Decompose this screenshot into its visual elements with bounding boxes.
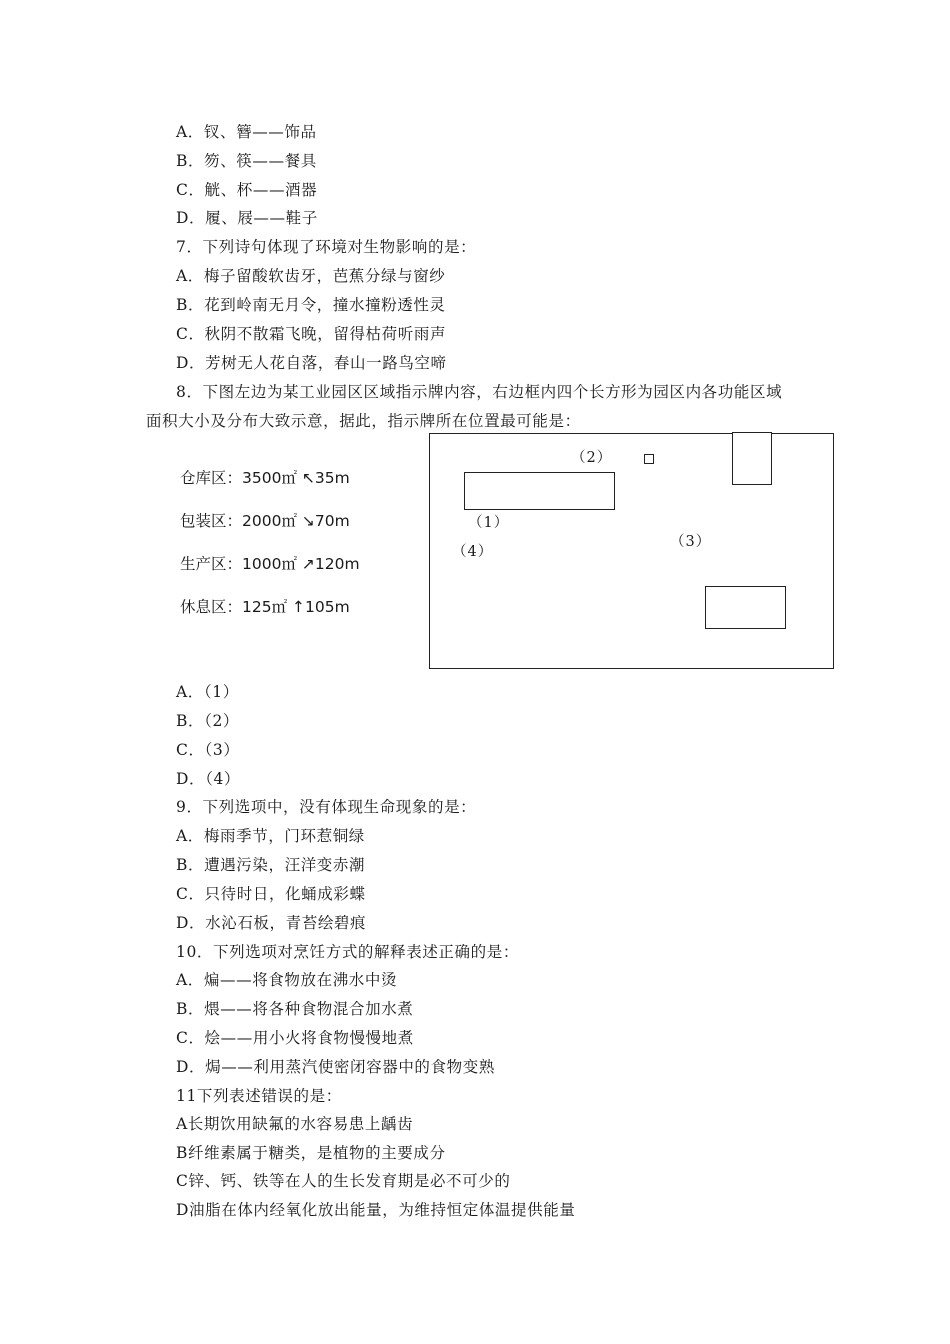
sign-warehouse: 仓库区：3500㎡ ↖35m bbox=[180, 469, 350, 487]
q9-option-d: D．水沁石板，青苔绘碧痕 bbox=[176, 914, 367, 932]
q9-option-b: B．遭遇污染，汪洋变赤潮 bbox=[176, 856, 366, 874]
q6-option-b: B．笏、筷——餐具 bbox=[176, 152, 317, 170]
q10-option-a: A．煸——将食物放在沸水中烫 bbox=[176, 971, 398, 989]
q10-option-c: C．烩——用小火将食物慢慢地煮 bbox=[176, 1029, 414, 1047]
q9-option-a: A．梅雨季节，门环惹铜绿 bbox=[176, 827, 365, 845]
map-label-1: （1） bbox=[468, 515, 510, 531]
q7-option-d: D．芳树无人花自落，春山一路鸟空啼 bbox=[176, 354, 447, 372]
map-label-4: （4） bbox=[452, 544, 494, 560]
q10-option-d: D．焗——利用蒸汽使密闭容器中的食物变熟 bbox=[176, 1058, 495, 1076]
q11-option-b: B纤维素属于糖类，是植物的主要成分 bbox=[176, 1144, 446, 1162]
q7-stem: 7．下列诗句体现了环境对生物影响的是： bbox=[176, 238, 477, 256]
q10-stem: 10．下列选项对烹饪方式的解释表述正确的是： bbox=[176, 943, 519, 961]
q7-option-a: A．梅子留酸软齿牙，芭蕉分绿与窗纱 bbox=[176, 267, 446, 285]
q8-option-b: B．（2） bbox=[176, 712, 240, 730]
q8-option-a: A．（1） bbox=[176, 683, 239, 701]
map-label-3: （3） bbox=[670, 534, 712, 550]
q10-option-b: B．煨——将各种食物混合加水煮 bbox=[176, 1000, 414, 1018]
q11-option-d: D油脂在体内经氧化放出能量，为维持恒定体温提供能量 bbox=[176, 1201, 576, 1219]
small-square-marker bbox=[644, 454, 654, 464]
q11-option-a: A长期饮用缺氟的水容易患上龋齿 bbox=[176, 1115, 414, 1133]
park-map bbox=[429, 433, 834, 669]
q9-option-c: C．只待时日，化蛹成彩蝶 bbox=[176, 885, 366, 903]
area-rect-medium bbox=[705, 586, 786, 629]
q11-stem: 11下列表述错误的是： bbox=[176, 1087, 342, 1105]
sign-production: 生产区：1000㎡ ↗120m bbox=[180, 555, 360, 573]
q8-stem-line2: 面积大小及分布大致示意，据此，指示牌所在位置最可能是： bbox=[146, 412, 581, 430]
q6-option-c: C．觥、杯——酒器 bbox=[176, 181, 318, 199]
q11-option-c: C锌、钙、铁等在人的生长发育期是必不可少的 bbox=[176, 1172, 511, 1190]
area-rect-tall bbox=[732, 432, 772, 485]
q6-option-d: D．履、屐——鞋子 bbox=[176, 209, 318, 227]
sign-rest: 休息区：125㎡ ↑105m bbox=[180, 598, 350, 616]
map-label-2: （2） bbox=[571, 450, 613, 466]
q8-stem-line1: 8．下图左边为某工业园区区域指示牌内容，右边框内四个长方形为园区内各功能区域 bbox=[176, 383, 783, 401]
sign-packaging: 包装区：2000㎡ ↘70m bbox=[180, 512, 350, 530]
q8-option-c: C．（3） bbox=[176, 741, 240, 759]
q7-option-b: B．花到岭南无月令，撞水撞粉透性灵 bbox=[176, 296, 446, 314]
area-rect-large bbox=[464, 472, 615, 510]
q6-option-a: A．钗、簪——饰品 bbox=[176, 123, 317, 141]
q8-option-d: D．（4） bbox=[176, 770, 241, 788]
q9-stem: 9．下列选项中，没有体现生命现象的是： bbox=[176, 798, 477, 816]
q7-option-c: C．秋阴不散霜飞晚，留得枯荷听雨声 bbox=[176, 325, 447, 343]
